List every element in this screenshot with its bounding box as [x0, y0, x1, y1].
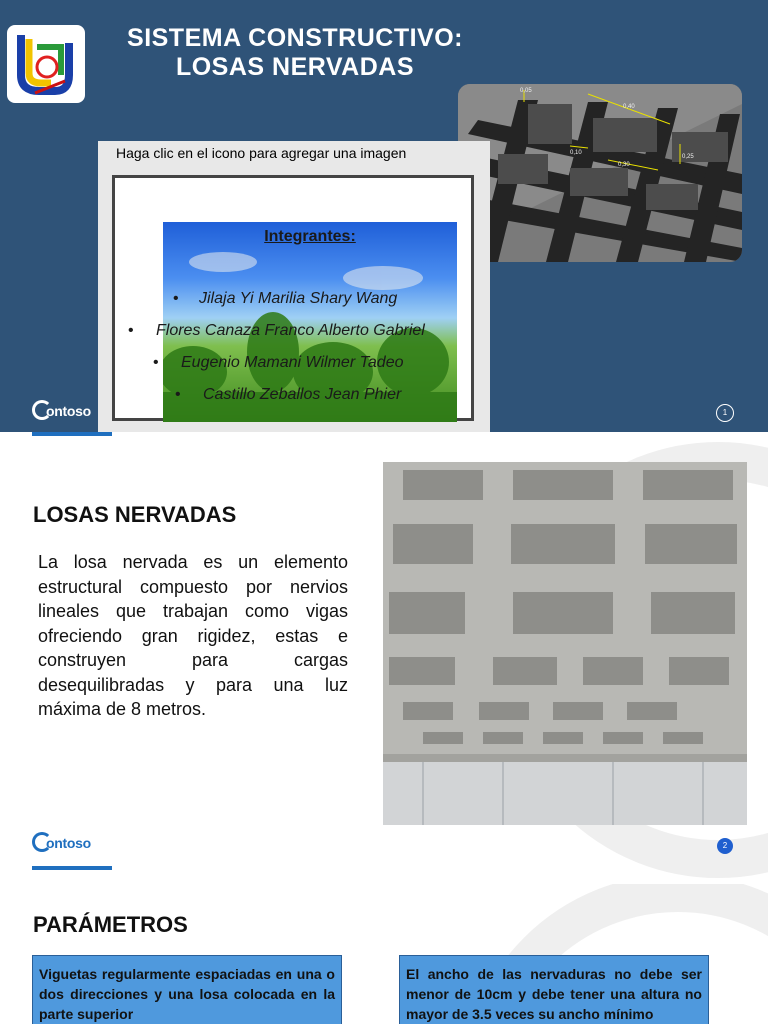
member-item: • Jilaja Yi Marilia Shary Wang: [173, 290, 398, 307]
members-title: Integrantes:: [264, 228, 356, 245]
slide-2: [0, 432, 768, 884]
members-panel: [128, 222, 457, 422]
dimension-label: 0,25: [682, 154, 694, 160]
dimension-label: 0,05: [520, 88, 532, 94]
contoso-logo: ontoso: [32, 832, 91, 852]
section-heading: LOSAS NERVADAS: [33, 502, 237, 527]
image-placeholder[interactable]: [98, 141, 490, 432]
accent-bar: [32, 866, 112, 870]
waffle-slab-photo: [383, 462, 747, 825]
waffle-slab-3d-diagram: [458, 84, 742, 262]
dimension-label: 0,30: [618, 162, 630, 168]
page-number: 2: [717, 838, 733, 854]
member-item: • Eugenio Mamani Wilmer Tadeo: [153, 354, 404, 371]
slide-1: [0, 0, 768, 432]
placeholder-hint: Haga clic en el icono para agregar una imagen: [116, 145, 407, 161]
parameter-box: El ancho de las nervaduras no debe ser menor de 10cm y debe tener una altura no mayor de 3.5 veces su ancho mínimo: [399, 955, 709, 1024]
title: SISTEMA CONSTRUCTIVO: LOSAS NERVADAS: [127, 24, 463, 81]
page-number: 1: [716, 404, 734, 422]
contoso-logo: ontoso: [32, 400, 91, 420]
dimension-label: 0,40: [623, 104, 635, 110]
accent-bar: [32, 432, 112, 436]
body-text: La losa nervada es un elemento estructural compuesto por nervios lineales que trabajan como vigas ofreciendo gran rigidez, estas e construyen para cargas desequilibradas y para una luz máxima de 8 metros.: [38, 552, 348, 719]
section-heading: PARÁMETROS: [33, 912, 188, 937]
member-item: • Flores Canaza Franco Alberto Gabriel: [128, 322, 425, 339]
slide-3: [0, 884, 768, 1024]
members-frame: [112, 175, 474, 421]
university-logo: [7, 25, 85, 103]
member-item: • Castillo Zeballos Jean Phier: [175, 386, 402, 403]
dimension-label: 0,10: [570, 150, 582, 156]
parameter-box: Viguetas regularmente espaciadas en una o dos direcciones y una losa colocada en la parte superior: [32, 955, 342, 1024]
